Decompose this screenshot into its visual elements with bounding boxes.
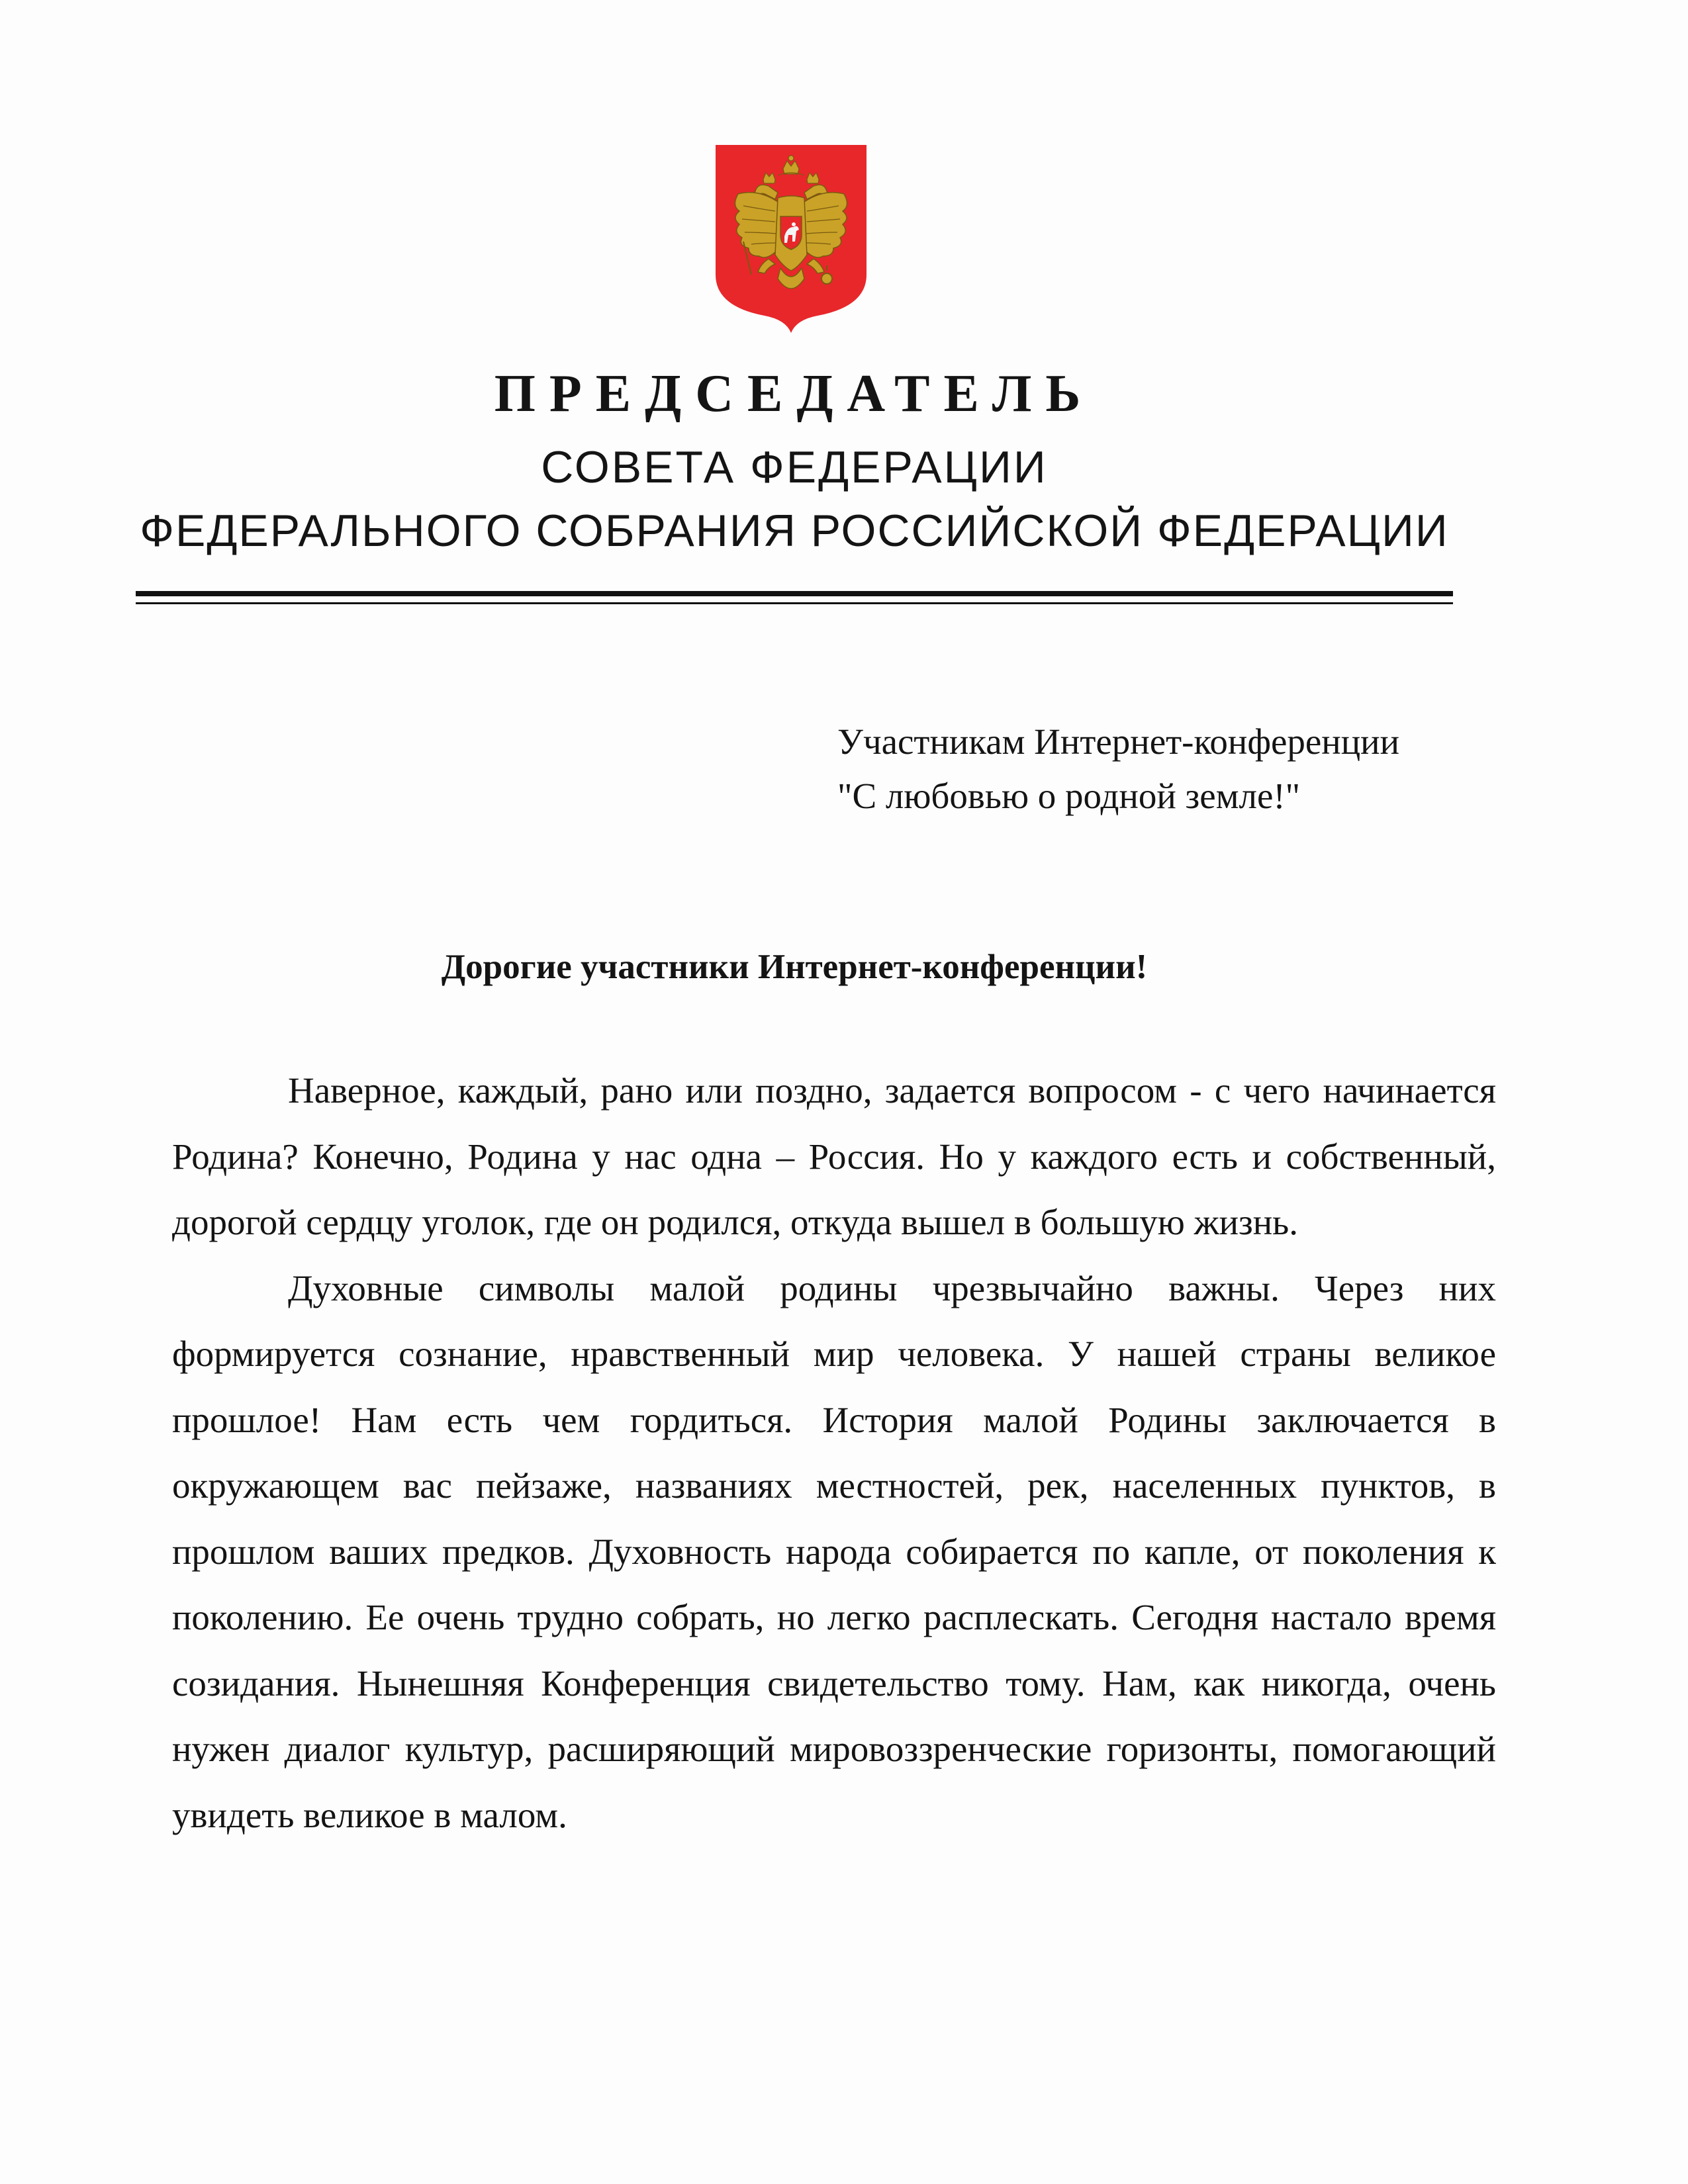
addressee-block — [837, 715, 1499, 823]
letter-body — [172, 1058, 1496, 1848]
addressee-line-1: Участникам Интернет-конференции — [837, 721, 1400, 762]
greeting-heading: Дорогие участники Интернет-конференции! — [441, 948, 1148, 986]
header-title: ПРЕДСЕДАТЕЛЬ — [494, 365, 1095, 423]
addressee-line-2: "С любовью о родной земле!" — [837, 776, 1301, 816]
header-subtitle-1: СОВЕТА ФЕДЕРАЦИИ — [541, 442, 1048, 492]
russian-coat-of-arms-icon — [712, 142, 870, 334]
header-rule-thin — [136, 602, 1453, 604]
header-subtitle-2: ФЕДЕРАЛЬНОГО СОБРАНИЯ РОССИЙСКОЙ ФЕДЕРАЦИИ — [140, 506, 1449, 556]
body-paragraph-2: Духовные символы малой родины чрезвычайно важны. Через них формируется сознание, нравственный мир человека. У нашей страны великое прошлое! Нам есть чем гордиться. История малой Родины заключается в окружающем вас пейзаже, названиях местностей, рек, населенных пунктов, в прошлом ваших предков. Духовность народа собирается по капле, от поколения к поколению. Ее очень трудно собрать, но легко расплескать. Сегодня настало время созидания. Нынешняя Конференция свидетельство тому. Нам, как никогда, очень нужен диалог культур, расширяющий мировоззренческие горизонты, помогающий увидеть великое в малом. — [172, 1267, 1496, 1835]
header-rule-thick — [136, 591, 1453, 596]
body-paragraph-1: Наверное, каждый, рано или поздно, задается вопросом - с чего начинается Родина? Конечно, Родина у нас одна – Россия. Но у каждого есть и собственный, дорогой сердцу уголок, где он родился, откуда вышел в большую жизнь. — [172, 1070, 1496, 1242]
